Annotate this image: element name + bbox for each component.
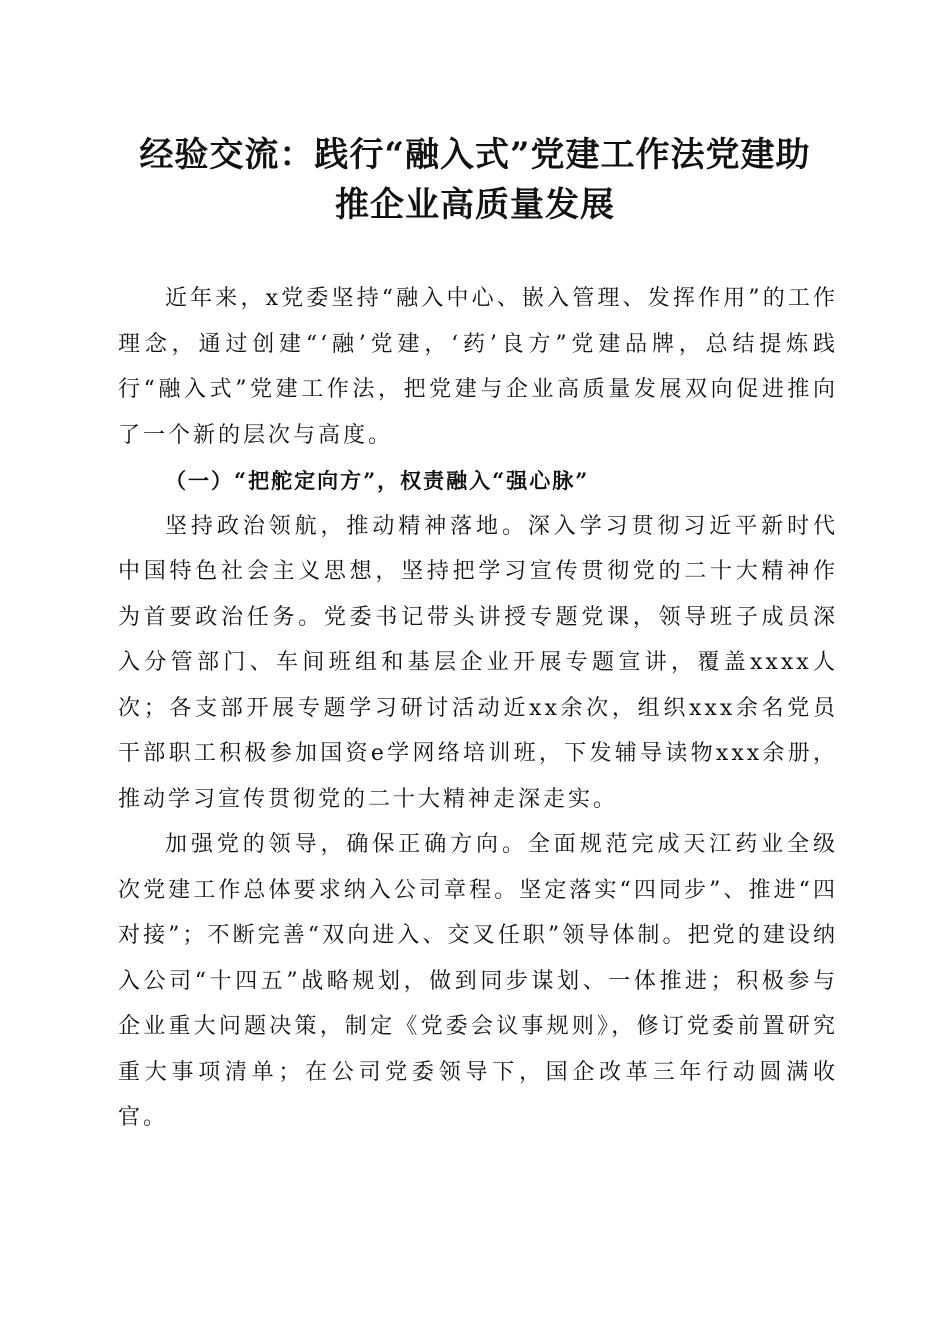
intro-paragraph: 近年来，x党委坚持“融入中心、嵌入管理、发挥作用”的工作理念，通过创建“‘融’党建，‘药’良方”党建品牌，总结提炼践行“融入式”党建工作法，把党建与企业高质量发展双向促进推向了一个新的层次与高度。 bbox=[118, 286, 838, 448]
section-heading: （一）“把舵定向方”，权责融入“强心脉” bbox=[165, 468, 590, 493]
title-line-1: 经验交流：践行“融入式”党建工作法党建助 bbox=[139, 135, 811, 175]
document-title bbox=[100, 130, 850, 230]
document-body bbox=[118, 276, 838, 1141]
body-paragraph-2: 加强党的领导，确保正确方向。全面规范完成天江药业全级次党建工作总体要求纳入公司章程。坚定落实“四同步”、推进“四对接”；不断完善“双向进入、交叉任职”领导体制。把党的建设纳入公司“十四五”战略规划，做到同步谋划、一体推进；积极参与企业重大问题决策，制定《党委会议事规则》，修订党委前置研究重大事项清单；在公司党委领导下，国企改革三年行动圆满收官。 bbox=[118, 832, 838, 1130]
title-line-2: 推企业高质量发展 bbox=[335, 185, 615, 225]
body-paragraph-1: 坚持政治领航，推动精神落地。深入学习贯彻习近平新时代中国特色社会主义思想，坚持把学习宣传贯彻党的二十大精神作为首要政治任务。党委书记带头讲授专题党课，领导班子成员深入分管部门、车间班组和基层企业开展专题宣讲，覆盖xxxx人次；各支部开展专题学习研讨活动近xx余次，组织xxx余名党员干部职工积极参加国资e学网络培训班，下发辅导读物xxx余册，推动学习宣传贯彻党的二十大精神走深走实。 bbox=[118, 513, 838, 812]
